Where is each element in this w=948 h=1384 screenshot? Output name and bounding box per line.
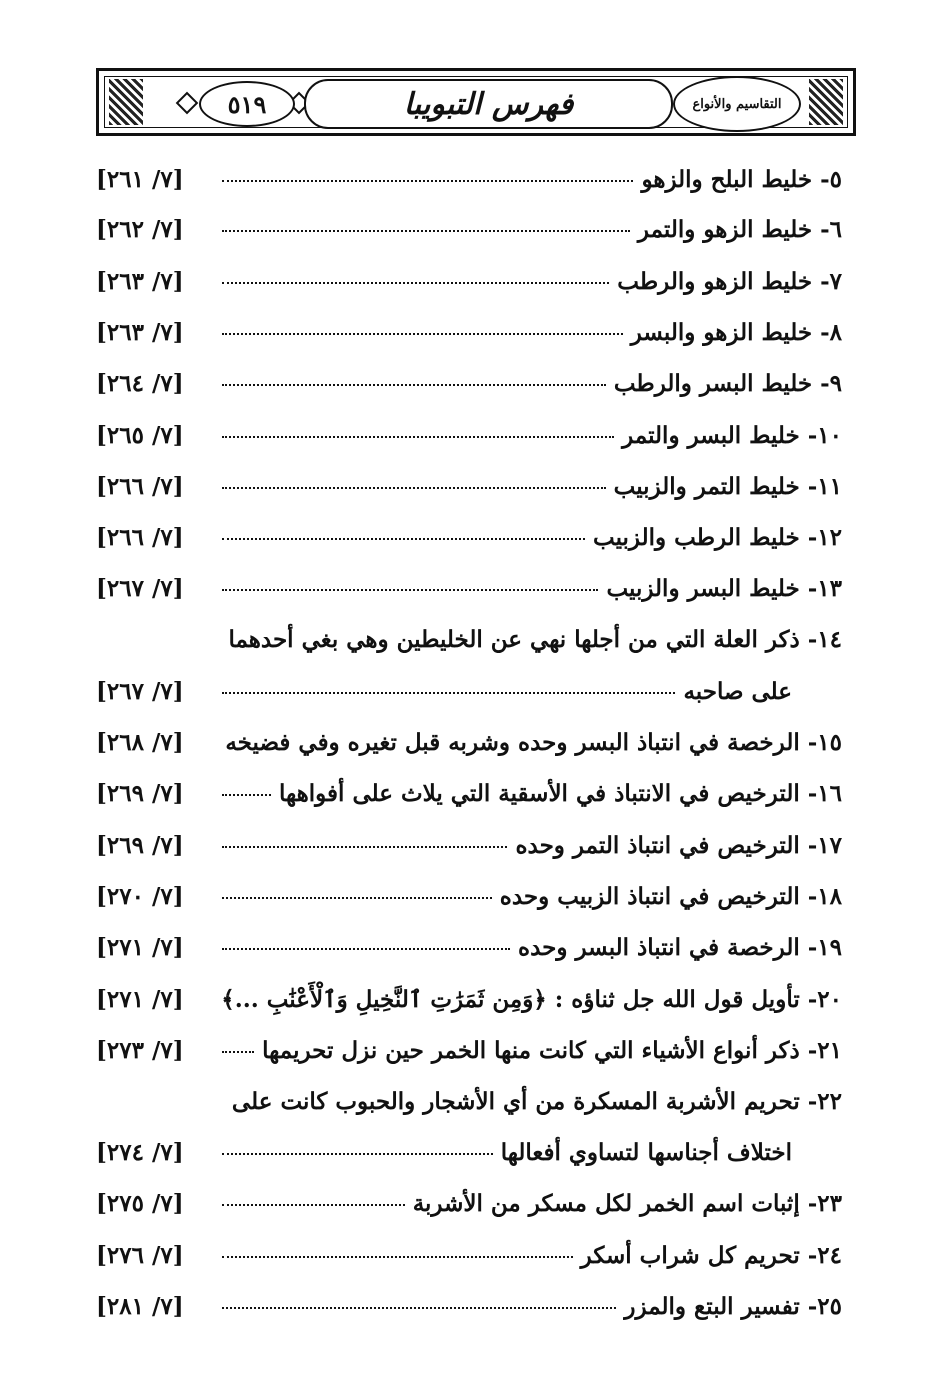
leader-dots — [222, 1256, 573, 1258]
index-entry — [96, 986, 842, 1036]
entry-title: ٢٣- إثبات اسم الخمر لكل مسكر من الأشربة — [412, 1190, 842, 1217]
entry-title: ١١- خليط التمر والزبيب — [613, 473, 842, 500]
leader-dots — [222, 1204, 405, 1206]
entry-reference: [٧/ ٢٦٧] — [96, 575, 184, 602]
entry-title: ٢٢- تحريم الأشربة المسكرة من أي الأشجار والحبوب كانت على — [231, 1088, 842, 1115]
entry-title: ١٠- خليط البسر والتمر — [622, 422, 842, 449]
entry-title: ٢٤- تحريم كل شراب أسكر — [580, 1242, 842, 1269]
entry-reference: [٧/ ٢٨١] — [96, 1293, 184, 1320]
entry-reference: [٧/ ٢٦٨] — [96, 729, 184, 756]
index-entry — [96, 473, 842, 523]
leader-dots — [222, 846, 507, 848]
entry-reference: [٧/ ٢٦٩] — [96, 780, 184, 807]
leader-dots — [222, 436, 614, 438]
index-entry — [96, 883, 842, 933]
entry-title: ٢٠- تأويل قول الله جل ثناؤه : ﴿وَمِن ثَمَرَٰتِ ٱلنَّخِيلِ وَٱلْأَعْنَٰبِ ...﴾ — [221, 986, 842, 1013]
entry-title: ١٧- الترخيص في انتباذ التمر وحده — [515, 832, 842, 859]
index-entry — [96, 216, 842, 266]
index-entry — [96, 934, 842, 984]
entry-reference: [٧/ ٢٧٠] — [96, 883, 184, 910]
index-entry — [96, 1088, 842, 1138]
entry-title: ١٢- خليط الرطب والزبيب — [593, 524, 842, 551]
entry-title: ١٥- الرخصة في انتباذ البسر وحده وشربه قبل تغيره وفي فضيخه — [225, 729, 842, 756]
page-header — [96, 68, 856, 136]
index-entry — [96, 422, 842, 472]
entry-reference: [٧/ ٢٦٢] — [96, 216, 184, 243]
leader-dots — [222, 897, 492, 899]
leader-dots — [222, 794, 271, 796]
leader-dots — [222, 1051, 254, 1053]
entry-title: ٢٥- تفسير البتع والمزر — [624, 1293, 842, 1320]
entry-title: ٧- خليط الزهو والرطب — [617, 268, 842, 295]
ornament-left — [109, 79, 143, 125]
index-entry — [96, 268, 842, 318]
entry-title: ٩- خليط البسر والرطب — [613, 370, 842, 397]
entry-reference: [٧/ ٢٦٥] — [96, 422, 184, 449]
entry-reference: [٧/ ٢٦٣] — [96, 319, 184, 346]
index-entry — [96, 626, 842, 676]
entry-title: ١٣- خليط البسر والزبيب — [606, 575, 842, 602]
entry-title: ٢١- ذكر أنواع الأشياء التي كانت منها الخمر حين نزل تحريمها — [262, 1037, 842, 1064]
entry-title: ١٩- الرخصة في انتباذ البسر وحده — [518, 934, 842, 961]
entry-reference: [٧/ ٢٦٣] — [96, 268, 184, 295]
entry-title: ٨- خليط الزهو والبسر — [630, 319, 842, 346]
entry-reference: [٧/ ٢٦٦] — [96, 524, 184, 551]
index-entry — [96, 780, 842, 830]
entry-reference: [٧/ ٢٦٤] — [96, 370, 184, 397]
leader-dots — [222, 692, 675, 694]
index-entry — [96, 1190, 842, 1240]
entry-title: ١٨- الترخيص في انتباذ الزبيب وحده — [499, 883, 842, 910]
entry-reference: [٧/ ٢٦٦] — [96, 473, 184, 500]
index-entry — [96, 370, 842, 420]
index-entry — [96, 832, 842, 882]
entry-reference: [٧/ ٢٦١] — [96, 166, 184, 193]
index-entry — [96, 1293, 842, 1343]
leader-dots — [222, 333, 623, 335]
entry-title: ١٤- ذكر العلة التي من أجلها نهي عن الخليطين وهي بغي أحدهما — [228, 626, 842, 653]
entry-title: ٦- خليط الزهو والتمر — [637, 216, 842, 243]
index-entry — [96, 319, 842, 369]
index-entry — [96, 575, 842, 625]
leader-dots — [222, 1153, 493, 1155]
leader-dots — [222, 180, 633, 182]
leader-dots — [222, 589, 598, 591]
index-entry-continuation — [96, 1139, 842, 1189]
entry-reference: [٧/ ٢٧٣] — [96, 1037, 184, 1064]
ornament-right — [809, 79, 843, 125]
leader-dots — [222, 384, 606, 386]
index-entry — [96, 524, 842, 574]
entry-reference: [٧/ ٢٦٧] — [96, 678, 184, 705]
leader-dots — [222, 538, 585, 540]
leader-dots — [222, 230, 630, 232]
leader-dots — [222, 1307, 616, 1309]
index-entry — [96, 1242, 842, 1292]
entry-title: على صاحبه — [683, 678, 792, 705]
entry-title: اختلاف أجناسها لتساوي أفعالها — [500, 1139, 792, 1166]
entry-reference: [٧/ ٢٧٤] — [96, 1139, 184, 1166]
leader-dots — [222, 948, 510, 950]
entry-reference: [٧/ ٢٧٦] — [96, 1242, 184, 1269]
page-title: فهرس التبويبا — [304, 79, 673, 129]
entry-reference: [٧/ ٢٧٥] — [96, 1190, 184, 1217]
entry-title: ٥- خليط البلح والزهو — [641, 166, 842, 193]
entry-reference: [٧/ ٢٦٩] — [96, 832, 184, 859]
index-entry — [96, 166, 842, 216]
index-entry — [96, 1037, 842, 1087]
book-emblem: التقاسيم والأنواع — [673, 76, 801, 132]
index-entry-continuation — [96, 678, 842, 728]
entry-reference: [٧/ ٢٧١] — [96, 986, 184, 1013]
entry-reference: [٧/ ٢٧١] — [96, 934, 184, 961]
page-number: ٥١٩ — [199, 81, 295, 127]
leader-dots — [222, 487, 606, 489]
entry-title: ١٦- الترخيص في الانتباذ في الأسقية التي يلاث على أفواهها — [279, 780, 842, 807]
leader-dots — [222, 282, 609, 284]
index-entry — [96, 729, 842, 779]
